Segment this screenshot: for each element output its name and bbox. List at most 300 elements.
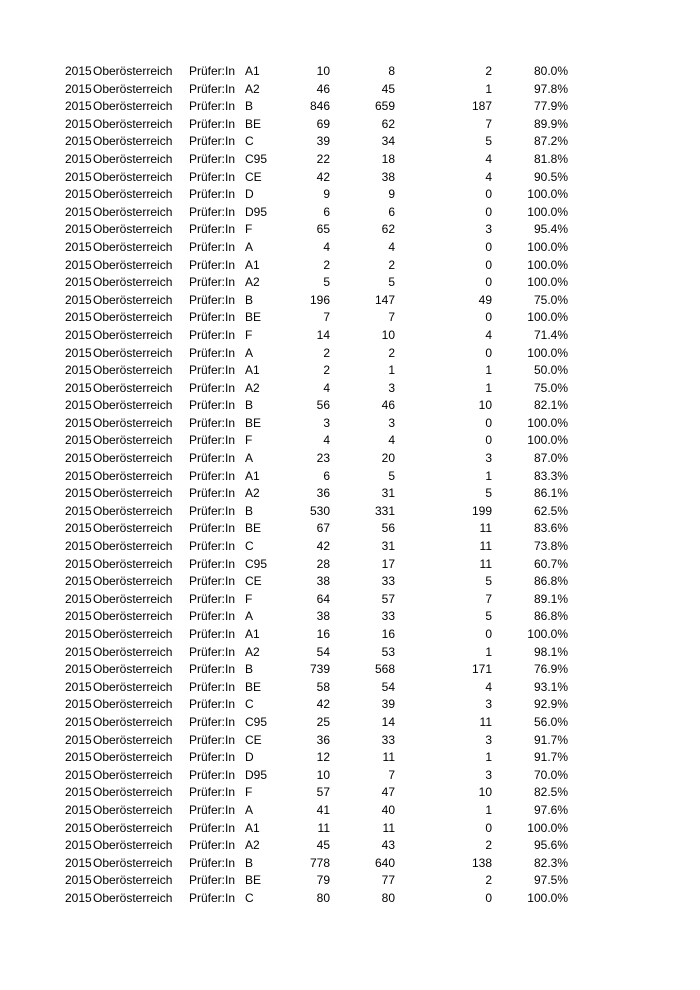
table-row	[0, 802, 700, 820]
year-cell: 2015	[65, 873, 92, 888]
region-cell: Oberösterreich	[93, 574, 173, 589]
total-count-cell: 2	[323, 363, 330, 378]
license-class-cell: A1	[245, 468, 260, 483]
failed-count-cell: 5	[485, 134, 492, 149]
failed-count-cell: 5	[485, 609, 492, 624]
table-row	[0, 696, 700, 714]
passed-count-cell: 5	[388, 468, 395, 483]
license-class-cell: A	[245, 609, 254, 624]
table-row	[0, 872, 700, 890]
region-cell: Oberösterreich	[93, 345, 173, 360]
failed-count-cell: 11	[479, 714, 492, 729]
total-count-cell: 4	[323, 380, 330, 395]
year-cell: 2015	[65, 292, 92, 307]
passed-count-cell: 8	[388, 64, 395, 78]
pass-rate-cell: 86.1%	[533, 486, 568, 501]
passed-count-cell: 80	[381, 890, 395, 905]
region-cell: Oberösterreich	[93, 310, 173, 325]
passed-count-cell: 16	[381, 627, 395, 641]
examiner-role-cell: Prüfer:In	[189, 503, 236, 518]
examiner-role-cell: Prüfer:In	[189, 521, 236, 536]
region-cell: Oberösterreich	[93, 785, 173, 800]
total-count-cell: 22	[316, 151, 330, 166]
examiner-role-cell: Prüfer:In	[189, 486, 236, 501]
pass-rate-cell: 71.4%	[533, 327, 568, 342]
failed-count-cell: 1	[485, 363, 492, 378]
region-cell: Oberösterreich	[93, 873, 173, 888]
region-cell: Oberösterreich	[93, 363, 173, 378]
table-row	[0, 63, 700, 81]
total-count-cell: 196	[309, 292, 330, 307]
examiner-role-cell: Prüfer:In	[189, 750, 236, 765]
passed-count-cell: 39	[381, 697, 395, 712]
year-cell: 2015	[65, 732, 92, 747]
total-count-cell: 9	[323, 187, 330, 202]
license-class-cell: BE	[245, 116, 262, 131]
total-count-cell: 5	[323, 275, 330, 290]
examiner-role-cell: Prüfer:In	[189, 539, 236, 554]
total-count-cell: 54	[316, 644, 330, 659]
total-count-cell: 739	[309, 662, 330, 677]
table-row	[0, 169, 700, 187]
examiner-role-cell: Prüfer:In	[189, 697, 236, 712]
license-class-cell: B	[245, 398, 254, 413]
year-cell: 2015	[65, 257, 92, 272]
passed-count-cell: 7	[388, 767, 395, 782]
year-cell: 2015	[65, 521, 92, 536]
examiner-role-cell: Prüfer:In	[189, 820, 236, 835]
table-row	[0, 186, 700, 204]
passed-count-cell: 7	[388, 310, 395, 325]
total-count-cell: 778	[309, 855, 330, 870]
examiner-role-cell: Prüfer:In	[189, 644, 236, 659]
region-cell: Oberösterreich	[93, 521, 173, 536]
failed-count-cell: 199	[471, 503, 492, 518]
license-class-cell: F	[245, 591, 253, 606]
license-class-cell: A1	[245, 627, 260, 641]
table-row	[0, 644, 700, 662]
region-cell: Oberösterreich	[93, 398, 173, 413]
table-row	[0, 591, 700, 609]
passed-count-cell: 31	[381, 486, 395, 501]
examiner-role-cell: Prüfer:In	[189, 838, 236, 853]
region-cell: Oberösterreich	[93, 451, 173, 466]
license-class-cell: D	[245, 187, 254, 202]
table-row	[0, 327, 700, 345]
examiner-role-cell: Prüfer:In	[189, 99, 236, 114]
year-cell: 2015	[65, 222, 92, 237]
total-count-cell: 42	[316, 169, 330, 184]
year-cell: 2015	[65, 310, 92, 325]
region-cell: Oberösterreich	[93, 257, 173, 272]
passed-count-cell: 14	[381, 714, 395, 729]
passed-count-cell: 45	[381, 81, 395, 96]
year-cell: 2015	[65, 855, 92, 870]
year-cell: 2015	[65, 169, 92, 184]
pass-rate-cell: 100.0%	[527, 345, 568, 360]
year-cell: 2015	[65, 574, 92, 589]
region-cell: Oberösterreich	[93, 890, 173, 905]
license-class-cell: A2	[245, 644, 260, 659]
passed-count-cell: 33	[381, 732, 395, 747]
pass-rate-cell: 62.5%	[533, 503, 568, 518]
region-cell: Oberösterreich	[93, 64, 173, 78]
table-row	[0, 362, 700, 380]
year-cell: 2015	[65, 81, 92, 96]
examiner-role-cell: Prüfer:In	[189, 116, 236, 131]
pass-rate-cell: 100.0%	[527, 415, 568, 430]
license-class-cell: C95	[245, 714, 268, 729]
license-class-cell: CE	[245, 169, 262, 184]
year-cell: 2015	[65, 591, 92, 606]
examiner-role-cell: Prüfer:In	[189, 380, 236, 395]
table-row	[0, 573, 700, 591]
examiner-role-cell: Prüfer:In	[189, 767, 236, 782]
passed-count-cell: 53	[381, 644, 395, 659]
examiner-role-cell: Prüfer:In	[189, 556, 236, 571]
pass-rate-cell: 80.0%	[533, 64, 568, 78]
license-class-cell: B	[245, 503, 254, 518]
failed-count-cell: 5	[485, 574, 492, 589]
failed-count-cell: 1	[485, 468, 492, 483]
total-count-cell: 11	[317, 820, 330, 835]
table-row	[0, 274, 700, 292]
year-cell: 2015	[65, 697, 92, 712]
examiner-role-cell: Prüfer:In	[189, 714, 236, 729]
passed-count-cell: 43	[381, 838, 395, 853]
table-row	[0, 98, 700, 116]
table-row	[0, 397, 700, 415]
year-cell: 2015	[65, 468, 92, 483]
pass-rate-cell: 87.2%	[533, 134, 568, 149]
table-row	[0, 538, 700, 556]
region-cell: Oberösterreich	[93, 679, 173, 694]
pass-rate-cell: 100.0%	[527, 627, 568, 641]
pass-rate-cell: 97.8%	[533, 81, 568, 96]
year-cell: 2015	[65, 539, 92, 554]
region-cell: Oberösterreich	[93, 855, 173, 870]
total-count-cell: 7	[323, 310, 330, 325]
pass-rate-cell: 70.0%	[533, 767, 568, 782]
examiner-role-cell: Prüfer:In	[189, 855, 236, 870]
examiner-role-cell: Prüfer:In	[189, 591, 236, 606]
year-cell: 2015	[65, 433, 92, 448]
region-cell: Oberösterreich	[93, 222, 173, 237]
pass-rate-cell: 73.8%	[533, 539, 568, 554]
pass-rate-cell: 95.4%	[533, 222, 568, 237]
total-count-cell: 80	[316, 890, 330, 905]
license-class-cell: A2	[245, 380, 260, 395]
total-count-cell: 6	[323, 204, 330, 219]
failed-count-cell: 4	[485, 327, 492, 342]
passed-count-cell: 57	[381, 591, 395, 606]
pass-rate-cell: 89.1%	[533, 591, 568, 606]
year-cell: 2015	[65, 679, 92, 694]
license-class-cell: C	[245, 697, 254, 712]
examiner-role-cell: Prüfer:In	[189, 134, 236, 149]
total-count-cell: 23	[316, 451, 330, 466]
total-count-cell: 69	[316, 116, 330, 131]
pass-rate-cell: 95.6%	[533, 838, 568, 853]
examiner-role-cell: Prüfer:In	[189, 292, 236, 307]
total-count-cell: 41	[316, 802, 330, 817]
examiner-role-cell: Prüfer:In	[189, 890, 236, 905]
region-cell: Oberösterreich	[93, 556, 173, 571]
examiner-role-cell: Prüfer:In	[189, 574, 236, 589]
region-cell: Oberösterreich	[93, 468, 173, 483]
table-row	[0, 468, 700, 486]
pass-rate-cell: 82.3%	[533, 855, 568, 870]
failed-count-cell: 5	[485, 486, 492, 501]
license-class-cell: B	[245, 662, 254, 677]
table-row	[0, 221, 700, 239]
license-class-cell: A1	[245, 64, 260, 78]
failed-count-cell: 4	[485, 151, 492, 166]
year-cell: 2015	[65, 609, 92, 624]
passed-count-cell: 17	[381, 556, 395, 571]
year-cell: 2015	[65, 380, 92, 395]
license-class-cell: F	[245, 785, 253, 800]
total-count-cell: 3	[323, 415, 330, 430]
region-cell: Oberösterreich	[93, 503, 173, 518]
total-count-cell: 2	[323, 345, 330, 360]
region-cell: Oberösterreich	[93, 486, 173, 501]
total-count-cell: 67	[316, 521, 330, 536]
table-row	[0, 820, 700, 838]
region-cell: Oberösterreich	[93, 609, 173, 624]
region-cell: Oberösterreich	[93, 415, 173, 430]
total-count-cell: 530	[309, 503, 330, 518]
examiner-role-cell: Prüfer:In	[189, 327, 236, 342]
passed-count-cell: 4	[388, 239, 395, 254]
year-cell: 2015	[65, 275, 92, 290]
region-cell: Oberösterreich	[93, 838, 173, 853]
table-row	[0, 626, 700, 644]
passed-count-cell: 33	[381, 609, 395, 624]
passed-count-cell: 20	[381, 451, 395, 466]
failed-count-cell: 2	[485, 64, 492, 78]
year-cell: 2015	[65, 64, 92, 78]
pass-rate-cell: 100.0%	[527, 820, 568, 835]
failed-count-cell: 0	[485, 239, 492, 254]
total-count-cell: 846	[309, 99, 330, 114]
passed-count-cell: 56	[381, 521, 395, 536]
spreadsheet-table	[0, 63, 700, 908]
passed-count-cell: 2	[388, 257, 395, 272]
region-cell: Oberösterreich	[93, 239, 173, 254]
failed-count-cell: 7	[485, 116, 492, 131]
table-row	[0, 81, 700, 99]
passed-count-cell: 38	[381, 169, 395, 184]
failed-count-cell: 2	[485, 838, 492, 853]
examiner-role-cell: Prüfer:In	[189, 64, 236, 78]
failed-count-cell: 1	[485, 750, 492, 765]
failed-count-cell: 11	[479, 556, 492, 571]
passed-count-cell: 54	[381, 679, 395, 694]
table-row	[0, 503, 700, 521]
table-row	[0, 679, 700, 697]
table-row	[0, 116, 700, 134]
pass-rate-cell: 90.5%	[533, 169, 568, 184]
license-class-cell: D	[245, 750, 254, 765]
passed-count-cell: 659	[374, 99, 395, 114]
pass-rate-cell: 100.0%	[527, 204, 568, 219]
year-cell: 2015	[65, 187, 92, 202]
table-row	[0, 661, 700, 679]
failed-count-cell: 0	[485, 627, 492, 641]
table-row	[0, 257, 700, 275]
pass-rate-cell: 82.5%	[533, 785, 568, 800]
failed-count-cell: 1	[485, 380, 492, 395]
region-cell: Oberösterreich	[93, 820, 173, 835]
total-count-cell: 38	[316, 609, 330, 624]
examiner-role-cell: Prüfer:In	[189, 433, 236, 448]
passed-count-cell: 4	[388, 433, 395, 448]
table-row	[0, 204, 700, 222]
passed-count-cell: 77	[381, 873, 395, 888]
examiner-role-cell: Prüfer:In	[189, 239, 236, 254]
examiner-role-cell: Prüfer:In	[189, 873, 236, 888]
license-class-cell: A1	[245, 820, 260, 835]
failed-count-cell: 0	[485, 415, 492, 430]
region-cell: Oberösterreich	[93, 433, 173, 448]
failed-count-cell: 3	[485, 767, 492, 782]
region-cell: Oberösterreich	[93, 591, 173, 606]
failed-count-cell: 11	[479, 539, 492, 554]
failed-count-cell: 2	[485, 873, 492, 888]
license-class-cell: C	[245, 539, 254, 554]
table-row	[0, 890, 700, 908]
region-cell: Oberösterreich	[93, 292, 173, 307]
failed-count-cell: 3	[485, 697, 492, 712]
total-count-cell: 79	[316, 873, 330, 888]
table-row	[0, 415, 700, 433]
license-class-cell: D95	[245, 767, 268, 782]
pass-rate-cell: 56.0%	[533, 714, 568, 729]
examiner-role-cell: Prüfer:In	[189, 187, 236, 202]
examiner-role-cell: Prüfer:In	[189, 468, 236, 483]
failed-count-cell: 0	[485, 187, 492, 202]
passed-count-cell: 18	[381, 151, 395, 166]
year-cell: 2015	[65, 767, 92, 782]
passed-count-cell: 34	[381, 134, 395, 149]
table-row	[0, 556, 700, 574]
passed-count-cell: 40	[381, 802, 395, 817]
pass-rate-cell: 91.7%	[533, 750, 568, 765]
total-count-cell: 10	[316, 767, 330, 782]
license-class-cell: F	[245, 222, 253, 237]
year-cell: 2015	[65, 415, 92, 430]
total-count-cell: 16	[316, 627, 330, 641]
passed-count-cell: 3	[388, 380, 395, 395]
region-cell: Oberösterreich	[93, 151, 173, 166]
table-row	[0, 837, 700, 855]
total-count-cell: 2	[323, 257, 330, 272]
region-cell: Oberösterreich	[93, 802, 173, 817]
license-class-cell: C	[245, 134, 254, 149]
passed-count-cell: 11	[382, 820, 395, 835]
year-cell: 2015	[65, 820, 92, 835]
failed-count-cell: 4	[485, 679, 492, 694]
region-cell: Oberösterreich	[93, 327, 173, 342]
total-count-cell: 25	[316, 714, 330, 729]
region-cell: Oberösterreich	[93, 714, 173, 729]
passed-count-cell: 62	[381, 116, 395, 131]
passed-count-cell: 47	[381, 785, 395, 800]
failed-count-cell: 0	[485, 275, 492, 290]
year-cell: 2015	[65, 151, 92, 166]
examiner-role-cell: Prüfer:In	[189, 222, 236, 237]
examiner-role-cell: Prüfer:In	[189, 785, 236, 800]
failed-count-cell: 10	[478, 785, 492, 800]
pass-rate-cell: 97.5%	[533, 873, 568, 888]
license-class-cell: A	[245, 802, 254, 817]
region-cell: Oberösterreich	[93, 134, 173, 149]
year-cell: 2015	[65, 802, 92, 817]
table-row	[0, 732, 700, 750]
license-class-cell: BE	[245, 873, 262, 888]
total-count-cell: 45	[316, 838, 330, 853]
failed-count-cell: 0	[485, 310, 492, 325]
license-class-cell: D95	[245, 204, 268, 219]
region-cell: Oberösterreich	[93, 662, 173, 677]
table-row	[0, 767, 700, 785]
year-cell: 2015	[65, 644, 92, 659]
passed-count-cell: 331	[374, 503, 395, 518]
region-cell: Oberösterreich	[93, 644, 173, 659]
pass-rate-cell: 92.9%	[533, 697, 568, 712]
examiner-role-cell: Prüfer:In	[189, 802, 236, 817]
license-class-cell: A	[245, 239, 254, 254]
year-cell: 2015	[65, 398, 92, 413]
total-count-cell: 38	[316, 574, 330, 589]
passed-count-cell: 6	[388, 204, 395, 219]
examiner-role-cell: Prüfer:In	[189, 275, 236, 290]
total-count-cell: 4	[323, 239, 330, 254]
failed-count-cell: 0	[485, 433, 492, 448]
examiner-role-cell: Prüfer:In	[189, 398, 236, 413]
failed-count-cell: 4	[485, 169, 492, 184]
year-cell: 2015	[65, 556, 92, 571]
license-class-cell: BE	[245, 415, 262, 430]
examiner-role-cell: Prüfer:In	[189, 363, 236, 378]
passed-count-cell: 147	[374, 292, 395, 307]
region-cell: Oberösterreich	[93, 767, 173, 782]
region-cell: Oberösterreich	[93, 81, 173, 96]
examiner-role-cell: Prüfer:In	[189, 415, 236, 430]
table-row	[0, 608, 700, 626]
passed-count-cell: 11	[382, 750, 395, 765]
passed-count-cell: 10	[381, 327, 395, 342]
failed-count-cell: 3	[485, 222, 492, 237]
examiner-role-cell: Prüfer:In	[189, 451, 236, 466]
failed-count-cell: 3	[485, 451, 492, 466]
table-row	[0, 133, 700, 151]
pass-rate-cell: 60.7%	[533, 556, 568, 571]
passed-count-cell: 31	[381, 539, 395, 554]
table-row	[0, 309, 700, 327]
region-cell: Oberösterreich	[93, 380, 173, 395]
pass-rate-cell: 82.1%	[533, 398, 568, 413]
year-cell: 2015	[65, 116, 92, 131]
table-row	[0, 432, 700, 450]
pass-rate-cell: 100.0%	[527, 239, 568, 254]
failed-count-cell: 0	[485, 820, 492, 835]
year-cell: 2015	[65, 890, 92, 905]
pass-rate-cell: 91.7%	[533, 732, 568, 747]
table-row	[0, 239, 700, 257]
failed-count-cell: 0	[485, 890, 492, 905]
